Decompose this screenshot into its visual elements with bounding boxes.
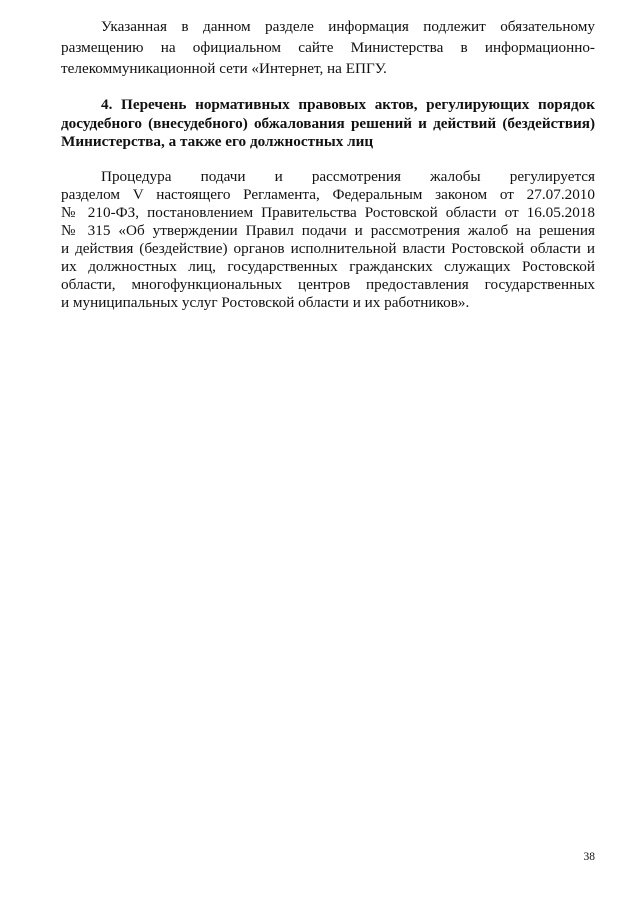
intro-line-1: Указанная в данном разделе информация подлежит обязательному (101, 18, 595, 35)
body-line-3: № 210-ФЗ, постановлением Правительства Ростовской области от 16.05.2018 (61, 204, 595, 221)
intro-line-3: телекоммуникационной сети «Интернет, на ЕПГУ. (61, 60, 387, 77)
body-line-8: и муниципальных услуг Ростовской области и их работников». (61, 294, 470, 311)
body-line-2: разделом V настоящего Регламента, Федеральным законом от 27.07.2010 (61, 186, 595, 203)
section-heading-line-3: Министерства, а также его должностных лиц (61, 133, 374, 150)
body-line-6: их должностных лиц, государственных гражданских служащих Ростовской (61, 258, 595, 275)
body-line-1: Процедура подачи и рассмотрения жалобы регулируется (101, 168, 595, 185)
section-heading-line-2: досудебного (внесудебного) обжалования решений и действий (бездействия) (61, 115, 595, 132)
intro-line-2: размещению на официальном сайте Министерства в информационно- (61, 39, 595, 56)
section-heading-line-1: 4. Перечень нормативных правовых актов, регулирующих порядок (101, 96, 595, 113)
body-line-4: № 315 «Об утверждении Правил подачи и рассмотрения жалоб на решения (61, 222, 595, 239)
page-number: 38 (583, 851, 595, 863)
body-line-7: области, многофункциональных центров предоставления государственных (61, 276, 595, 293)
body-line-5: и действия (бездействие) органов исполнительной власти Ростовской области и (61, 240, 595, 257)
